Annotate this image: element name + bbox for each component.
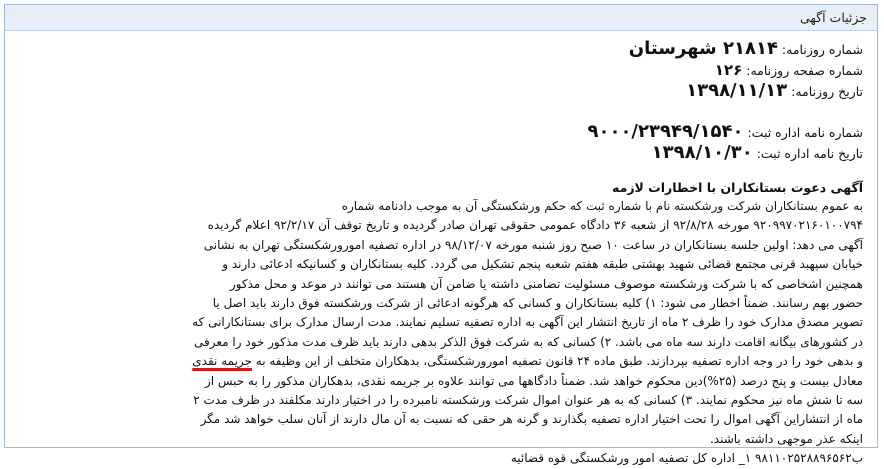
newspaper-date-value: ۱۳۹۸/۱۱/۱۳ (686, 80, 788, 101)
notice-line: ماه از انتشاراین آگهی اموال را تحت اختیار اداره تصفیه بگذارند و گرنه هر حقی که نسبت به آن مال دارند از آنان سلب خواهد شد مگر (200, 412, 863, 427)
letter-number-label: شماره نامه اداره ثبت: (747, 125, 863, 140)
notice-line: آگهی می دهد: اولین جلسه بستانکاران در ساعت ۱۰ صبح روز شنبه مورخه ۹۸/۱۲/۰۷ در اداره تصفیه امورورشکستگی تهران به نشانی (203, 237, 863, 252)
letter-date-value: ۱۳۹۸/۱۰/۳۰ (651, 142, 753, 163)
ad-content (5, 31, 877, 469)
notice-line: همچنین اشخاصی که با شرکت ورشکسته موصوف مسئولیت تضامنی داشته یا ضامن آن هستند می توانند در موعد و محل مذکور (229, 276, 863, 291)
letter-date-row (19, 143, 863, 164)
notice-line: به عموم بستانکاران شرکت ورشکسته نام با شماره ثبت که حکم ورشکستگی آن به موجب دادنامه شماره (341, 199, 863, 213)
newspaper-number-label: شماره روزنامه: (781, 42, 863, 57)
page-number-value: ۱۲۶ (714, 61, 743, 79)
notice-body (19, 197, 863, 469)
notice-line: خیابان سپهبد قرنی مجتمع قضائی شهید بهشتی طبقه هفتم شعبه پنجم تشکیل می گردد. کلیه بستانکاران و کسانیکه ادعائی دارند و (222, 257, 863, 272)
letter-number-row (19, 122, 863, 143)
newspaper-number-row (19, 39, 863, 60)
letter-number-value: ۹۰۰۰/۲۳۹۴۹/۱۵۴۰ (587, 121, 744, 142)
notice-line-text: و بدهی خود را در وجه اداره تصفیه بپردازند. طبق ماده ۲۴ قانون تصفیه امورورشکستگی، بدهکاران متخلف از این وظیفه به (251, 354, 863, 369)
letter-date-label: تاریخ نامه اداره ثبت: (756, 146, 863, 161)
notice-line: حضور بهم رسانند. ضمناً اخطار می شود: ۱) کلیه بستانکاران و کسانی که هرگونه ادعائی از شرکت ورشکسته فوق دارند باید اصل یا (212, 296, 863, 311)
newspaper-date-label: تاریخ روزنامه: (791, 84, 863, 99)
notice-line: تصویر مصدق مدارک خود را ظرف ۲ ماه از تاریخ انتشار این آگهی به اداره تصفیه تسلیم نمایند. مدت ارسال مدارک برای بستانکارانی که (192, 315, 863, 330)
newspaper-date-row (19, 81, 863, 102)
red-underlined-text: جریمه نقدی (192, 354, 252, 369)
page-number-label: شماره صفحه روزنامه: (746, 63, 863, 78)
page-number-row (19, 60, 863, 81)
panel-title: جزئیات آگهی (5, 5, 877, 31)
notice-line: ۹۲۰۹۹۷۰۲۱۶۰۱۰۰۷۹۴ مورخه ۹۲/۸/۲۸ از شعبه ۳۶ دادگاه عمومی حقوقی تهران صادر گردیده و تاریخ توقف آن ۹۲/۲/۱۷ اعلام گردیده (207, 218, 863, 233)
notice-line: اینکه عذر موجهی داشته باشند. (709, 431, 863, 446)
notice-line: در کشورهای بیگانه اقامت دارند سه ماه می باشد. ۲) کسانی که به شرکت فوق الذکر بدهی دارند باید ظرف مدت مذکور خود را معرفی (194, 334, 863, 349)
notice-line: معادل بیست و پنج درصد (۲۵%)دین محکوم خواهد شد. ضمناً دادگاهها می توانند علاوه بر جریمه نقدی، بدهکاران مذکور را به حبس از (204, 373, 863, 388)
newspaper-number-value: ۲۱۸۱۴ شهرستان (628, 38, 778, 59)
notice-line: سه تا شش ماه نیز محکوم نمایند. ۳) کسانی که به هر عنوان اموال شرکت ورشکسته نامبرده را در اختیار دارند مکلفند در ظرف مدت ۲ (193, 393, 863, 408)
notice-title: آگهی دعوت بستانکاران با اخطارات لازمه (612, 180, 863, 195)
notice-line (19, 352, 863, 371)
notice-signature: ب۹۸۱۱۰۲۵۲۸۸۹۶۵۶۲ ۱_ اداره کل تصفیه امور ورشکستگی قوه قضائیه (510, 451, 863, 466)
ad-details-panel (4, 4, 878, 466)
